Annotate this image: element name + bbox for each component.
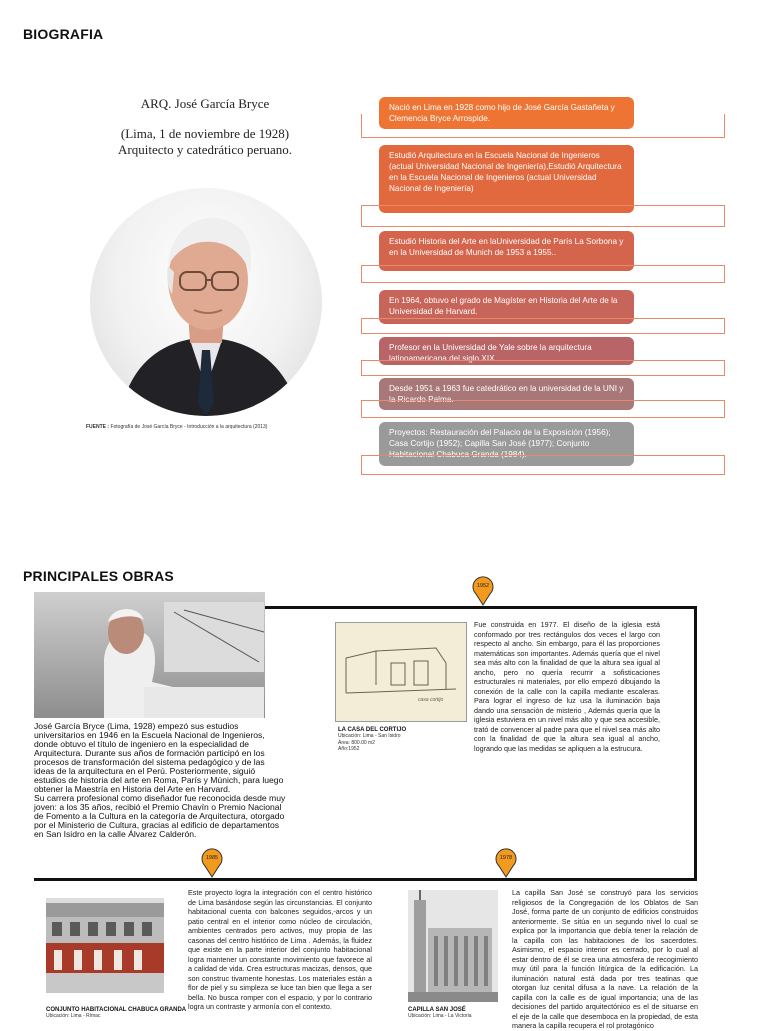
timeline-bracket: [361, 205, 725, 227]
cortijo-area: Área: 800.00 m2: [338, 739, 375, 746]
timeline-bracket: [361, 114, 725, 138]
timeline-text: Estudió Historia del Arte en laUniversidad de París La Sorbona y en la Universidad de Munich de 1953 a 1955..: [389, 237, 624, 257]
frame-line-bottom: [34, 878, 697, 881]
portrait-figure: [90, 188, 322, 416]
timeline-text: Proyectos: Restauración del Palacio de la Exposición (1956); Casa Cortijo (1952); Capilla San José (1977); Conjunto Habitacional Chabuca Granda (1984).: [389, 428, 611, 459]
year-marker: [495, 848, 517, 874]
section-title-biografia: BIOGRAFIA: [23, 26, 104, 42]
sketch-label: casa cortijo: [418, 697, 444, 703]
cortijo-caption: [338, 727, 406, 753]
cortijo-year: Año:1952: [338, 746, 360, 752]
chabuca-caption: [46, 1007, 186, 1020]
source-text: Fotografía de José García Bryce - Introducción a la arquitectura (2013): [110, 424, 268, 430]
timeline-bracket: [361, 400, 725, 418]
architect-header: [100, 96, 310, 158]
timeline-text: Nació en Lima en 1928 como hijo de José García Gastañeta y Clemencia Bryce Arrospide.: [389, 103, 615, 123]
cortijo-title: LA CASA DEL CORTIJO: [338, 727, 407, 733]
photo-source: [86, 424, 267, 430]
marker-label: 1952: [476, 583, 490, 589]
timeline-text: Profesor en la Universidad de Yale sobre la arquitectura latinoamericana del siglo XIX.: [389, 343, 592, 363]
capilla-caption: [408, 1007, 472, 1020]
timeline-bracket: [361, 318, 725, 334]
capilla-description: La capilla San José se construyó para los servicios religiosos de la Congregación de los Oblatos de San José, forma parte de un conjunto de edificios construidos anteriormente. Se sitúa en un segundo nivel lo cual se explica por la importancia que debía tener la relación de la capilla con las habitaciones de los sacerdotes. Asimismo, el espacio interior es cerrado, por lo cual al estar dentro de él se crea una atmosfera de recogimiento muy útil para la función litúrgica de la edificación. La iluminación natural está dada por tres teatinas que otorgan luz cenital difusa a la nave. La relación de la capilla con la calle es de igual importancia; una de las decisiones del partido arquitectónico es el de situarse en el eje de la calle que desemboca en la propiedad, de esta manera la capilla recupera el rol protagónico: [512, 888, 698, 1030]
cortijo-location: Ubicación: Lima - San Isidro: [338, 733, 401, 739]
timeline-text: Estudió Arquitectura en la Escuela Nacional de Ingenieros (actual Universidad Nacional de Ingeniería),Estudió Arquitectura en la Escuela Nacional de Ingenieros (actual Universidad Nacional de Ingeniería): [389, 151, 622, 193]
architect-drawing-photo: [34, 592, 265, 718]
frame-line-right: [694, 606, 697, 881]
chabuca-photo: [46, 898, 164, 993]
year-marker: [472, 576, 494, 602]
timeline-text: En 1964, obtuvo el grado de Magíster en Historia del Arte de la Universidad de Harvard.: [389, 296, 618, 316]
timeline-bracket: [361, 360, 725, 376]
chabuca-location: Ubicación: Lima - Rímac: [46, 1013, 101, 1019]
chabuca-description: Este proyecto logra la integración con el centro histórico de Lima basándose según las circunstancias. El conjunto habitacional cuenta con balcones seguidos,-arcos y un patio central en el interior como núcleo de circulación, ambientes centrados pero activos, muy propia de las casonas del centro histórico de Lima . Además, la fluidez que existe en la parte interior del conjunto habitacional logra mantener un constante movimiento que favorece al a calidad de vida. Crea estructuras macizas, densos, que son construc tivamente honestas. Los materiales están a flor de piel y su simpleza se luce tan bien que llega a ser bella. No busca romper con el espacio, y por lo contrario logra un contraste y armonía con el contexto.: [188, 888, 372, 1011]
marker-label: 1978: [499, 855, 513, 861]
works-bio-text: José García Bryce (Lima, 1928) empezó sus estudios universitarios en 1946 en la Escuela Nacional de Ingenieros, donde obtuvo el título de ingeniero en la especialidad de Arquitectura. Durante sus años de formación participó en los procesos de transformación del sistema pedagógico y de las ideas de la arquitectura en el Perú. Posteriormente, siguió estudios de historia del arte en Roma, París y Múnich, para luego obtener la Maestría en Historia del Arte en Harvard. Su carrera profesional como diseñador fue reconocida desde muy joven: a los 35 años, recibió el Premio Chavín o Premio Nacional de Fomento a la Cultura en la categoría de Arquitectura, otorgado por el Ministerio de Cultura, gracias al edificio de departamentos en San Isidro en la calle Álvarez Calderón.: [34, 721, 286, 839]
architect-role: Arquitecto y catedrático peruano.: [118, 142, 292, 157]
chabuca-title: CONJUNTO HABITACIONAL CHABUCA GRANDA: [46, 1007, 187, 1013]
cortijo-description: Fue construida en 1977. El diseño de la iglesia está conformado por tres rectángulos dos veces el largo con respecto al ancho. Sin embargo, para él las proporciones matemáticas son importantes. Además quería que el nivel sea más alto con la finalidad de que la altura sea igual al ancho, pero no quería recurrir a sofisticaciones estructurales ni materiales, por ello empezó dibujando la conexión de la calle con la capilla mediante escaleras. Para lograr el ingreso de luz usa la iluminación baja dando una sensación de misterio , Además quería que la iglesia estuviera en un nivel más alto y que sea accesible, trató de convencer al padre para que el nivel sea más alto con la finalidad de que la altura sea igual al ancho, logrando que las medidas se apliquen a la estrucura.: [474, 620, 660, 753]
capilla-photo: [408, 890, 498, 1002]
timeline-bracket: [361, 265, 725, 283]
cortijo-sketch: [335, 622, 467, 722]
frame-line-top: [265, 606, 697, 609]
capilla-title: CAPILLA SAN JOSÉ: [408, 1007, 466, 1013]
year-marker: [201, 848, 223, 874]
marker-label: 1985: [205, 855, 219, 861]
timeline-item: [379, 145, 634, 213]
timeline-text: Desde 1951 a 1963 fue catedrático en la universidad de la UNI y la Ricardo Palma.: [389, 384, 624, 404]
capilla-location: Ubicación: Lima - La Victoria: [408, 1013, 472, 1019]
section-title-obras: PRINCIPALES OBRAS: [23, 568, 174, 584]
architect-name: ARQ. José García Bryce: [140, 96, 270, 111]
architect-birth: (Lima, 1 de noviembre de 1928): [120, 126, 290, 141]
source-label: FUENTE :: [86, 424, 110, 430]
timeline-bracket: [361, 455, 725, 475]
architect-portrait: [90, 188, 322, 416]
